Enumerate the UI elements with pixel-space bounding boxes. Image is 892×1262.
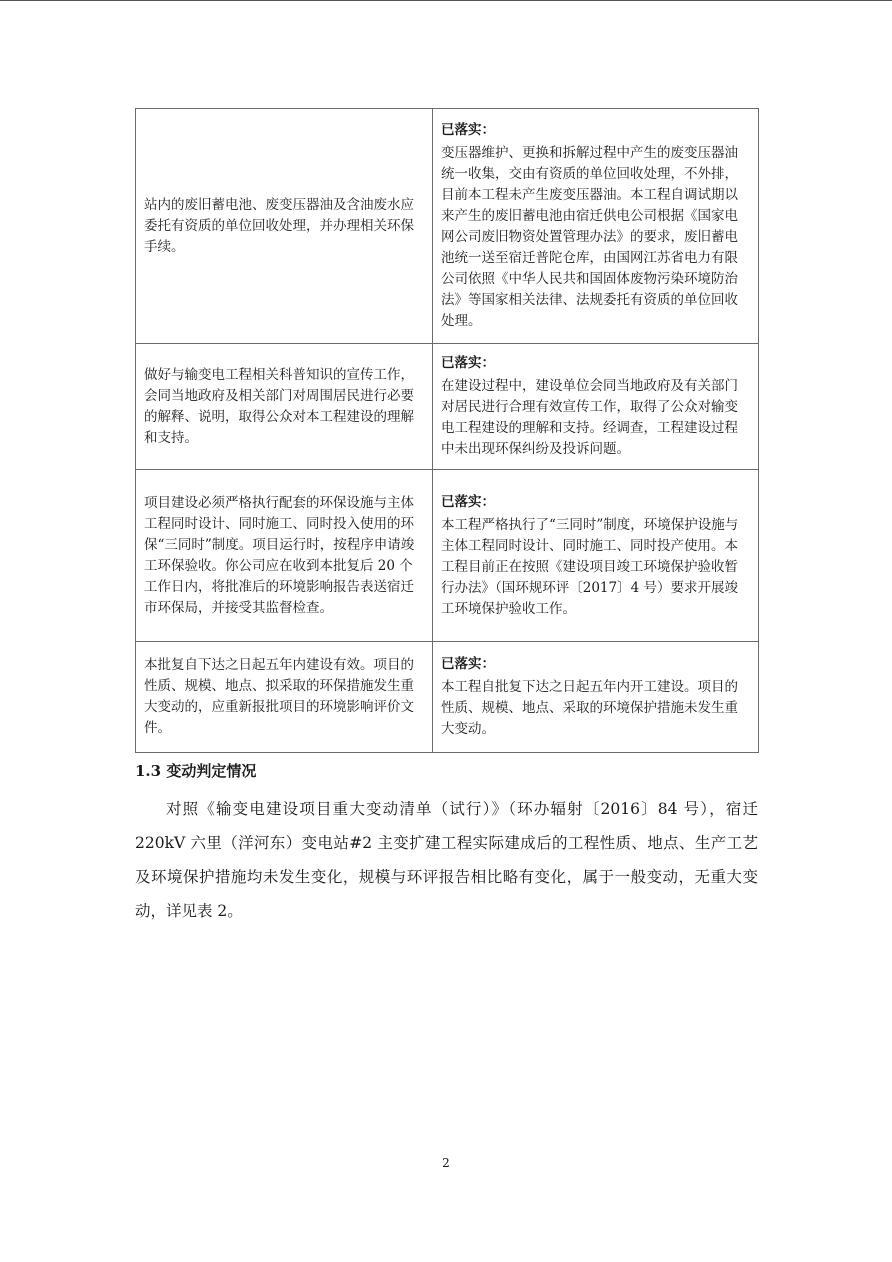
section-heading: 1.3 变动判定情况 — [135, 762, 257, 780]
requirement-cell — [136, 470, 433, 642]
table-row — [136, 344, 759, 470]
requirement-text: 本批复自下达之日起五年内建设有效。项目的性质、规模、地点、拟采取的环保措施发生重大变动的，应重新报批项目的环境影响评价文件。 — [144, 657, 414, 736]
implementation-cell — [433, 470, 759, 642]
implementation-text: 本工程严格执行了“三同时”制度，环境保护设施与主体工程同时设计、同时施工、同时投产使用。本工程目前正在按照《建设项目竣工环境保护验收暂行办法》（国环规环评〔2017〕4 号）要求开展竣工环境保护验收工作。 — [441, 516, 739, 617]
implementation-text: 本工程自批复下达之日起五年内开工建设。项目的性质、规模、地点、采取的环境保护措施未发生重大变动。 — [441, 679, 738, 737]
requirement-text: 站内的废旧蓄电池、废变压器油及含油废水应委托有资质的单位回收处理，并办理相关环保手续。 — [144, 196, 414, 255]
requirement-cell — [136, 642, 433, 753]
table-row — [136, 109, 759, 344]
requirements-table — [135, 108, 759, 753]
requirement-text: 做好与输变电工程相关科普知识的宣传工作，会同当地政府及相关部门对周围居民进行必要的解释、说明，取得公众对本工程建设的理解和支持。 — [144, 366, 414, 446]
page-number: 2 — [442, 1156, 450, 1170]
table-row — [136, 642, 759, 753]
status-label: 已落实： — [441, 122, 495, 138]
implementation-text: 在建设过程中，建设单位会同当地政府及有关部门对居民进行合理有效宣传工作，取得了公众对输变电工程建设的理解和支持。经调查，工程建设过程中未出现环保纠纷及投诉问题。 — [441, 378, 738, 457]
implementation-cell — [433, 642, 759, 753]
requirement-text: 项目建设必须严格执行配套的环保设施与主体工程同时设计、同时施工、同时投入使用的环保“三同时”制度。项目运行时，按程序申请竣工环保验收。你公司应在收到本批复后 20 个工作日内，将批准后的环境影响报告表送宿迁市环保局，并接受其监督检查。 — [144, 494, 415, 616]
status-label: 已落实： — [441, 656, 495, 672]
implementation-cell — [433, 109, 759, 344]
requirement-cell — [136, 109, 433, 344]
requirement-cell — [136, 344, 433, 470]
status-label: 已落实： — [441, 493, 495, 510]
implementation-cell — [433, 344, 759, 470]
table-row — [136, 470, 759, 642]
page-top-rule — [0, 0, 892, 1]
implementation-text: 变压器维护、更换和拆解过程中产生的废变压器油统一收集，交由有资质的单位回收处理，不外排，目前本工程未产生废变压器油。本工程自调试期以来产生的废旧蓄电池由宿迁供电公司根据《国家电网公司废旧物资处置管理办法》的要求，废旧蓄电池统一送至宿迁普陀仓库，由国网江苏省电力有限公司依照《中华人民共和国固体废物污染环境防治法》等国家相关法律、法规委托有资质的单位回收处理。 — [441, 145, 738, 329]
status-label: 已落实： — [441, 355, 495, 371]
section-paragraph: 对照《输变电建设项目重大变动清单（试行）》（环办辐射〔2016〕84 号），宿迁 220kV 六里（洋河东）变电站#2 主变扩建工程实际建成后的工程性质、地点、生产工艺及环境保护措施均未发生变化，规模与环评报告相比略有变化，属于一般变动，无重大变动，详见表 2。 — [135, 800, 758, 920]
